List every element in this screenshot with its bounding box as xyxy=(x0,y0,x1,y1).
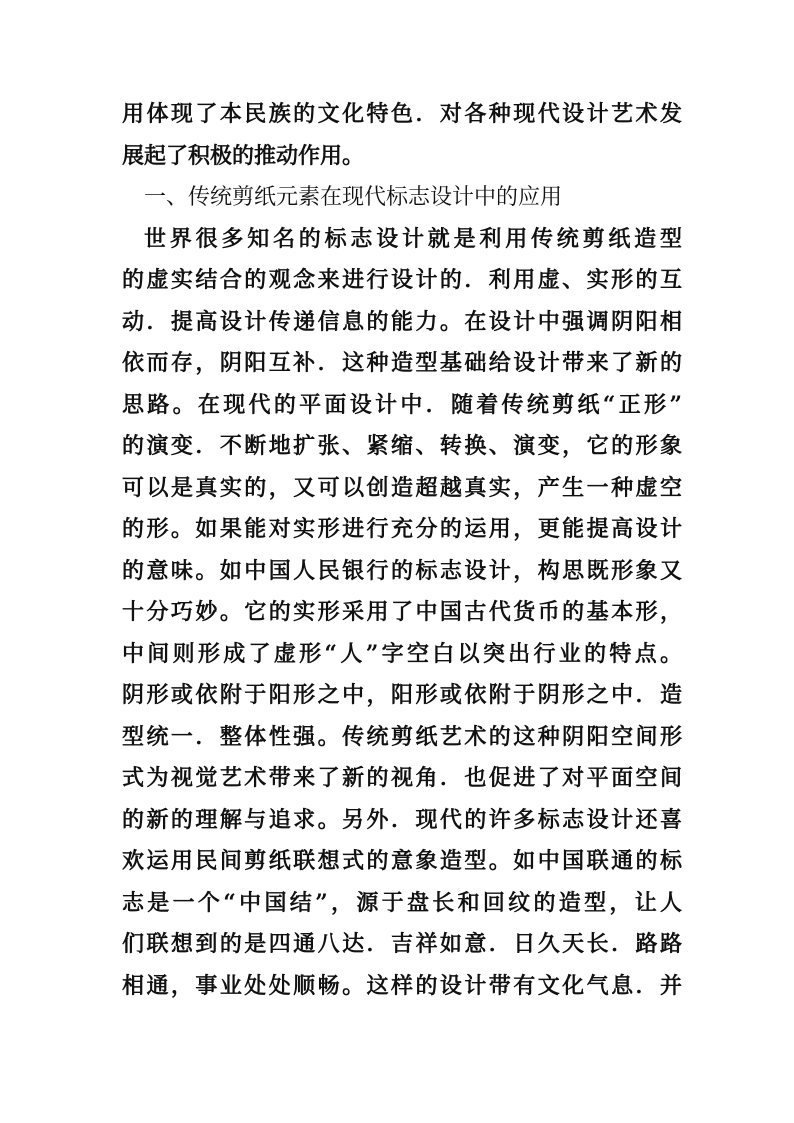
paragraph-line: 思路。在现代的平面设计中．随着传统剪纸“正形” xyxy=(122,391,682,418)
paragraph-line: 相通，事业处处顺畅。这样的设计带有文化气息．并 xyxy=(122,972,682,999)
paragraph-line: 的演变．不断地扩张、紧缩、转换、演变，它的形象 xyxy=(122,433,682,459)
paragraph-line: 的意味。如中国人民银行的标志设计，构思既形象又 xyxy=(122,557,682,584)
paragraph-line: 欢运用民间剪纸联想式的意象造型。如中国联通的标 xyxy=(122,848,682,874)
paragraph-line: 们联想到的是四通八达．吉祥如意．日久天长．路路 xyxy=(122,931,682,957)
paragraph-line: 展起了积极的推动作用。 xyxy=(122,142,365,169)
paragraph-line: 型统一．整体性强。传统剪纸艺术的这种阴阳空间形 xyxy=(122,723,682,750)
paragraph-line: 的虚实结合的观念来进行设计的．利用虚、实形的互 xyxy=(122,267,682,293)
paragraph-line: 依而存，阴阳互补．这种造型基础给设计带来了新的 xyxy=(122,350,682,376)
section-heading: 一、传统剪纸元素在现代标志设计中的应用 xyxy=(144,185,563,210)
body-text xyxy=(122,94,682,1007)
paragraph-line: 式为视觉艺术带来了新的视角．也促进了对平面空间 xyxy=(122,765,682,791)
paragraph-line: 十分巧妙。它的实形采用了中国古代货币的基本形， xyxy=(122,599,682,625)
paragraph-line: 用体现了本民族的文化特色．对各种现代设计艺术发 xyxy=(122,101,682,127)
paragraph-line: 的形。如果能对实形进行充分的运用，更能提高设计 xyxy=(122,516,682,542)
paragraph-line: 世界很多知名的标志设计就是利用传统剪纸造型 xyxy=(144,225,682,252)
paragraph-line: 的新的理解与追求。另外．现代的许多标志设计还喜 xyxy=(122,806,682,833)
paragraph-line: 中间则形成了虚形“人”字空白以突出行业的特点。 xyxy=(122,640,682,667)
paragraph-line: 志是一个“中国结”，源于盘长和回纹的造型，让人 xyxy=(122,889,682,916)
paragraph-line: 动．提高设计传递信息的能力。在设计中强调阴阳相 xyxy=(122,308,682,335)
paragraph-line: 阴形或依附于阳形之中，阳形或依附于阴形之中．造 xyxy=(122,682,682,708)
paragraph-line: 可以是真实的，又可以创造超越真实，产生一种虚空 xyxy=(122,474,682,501)
